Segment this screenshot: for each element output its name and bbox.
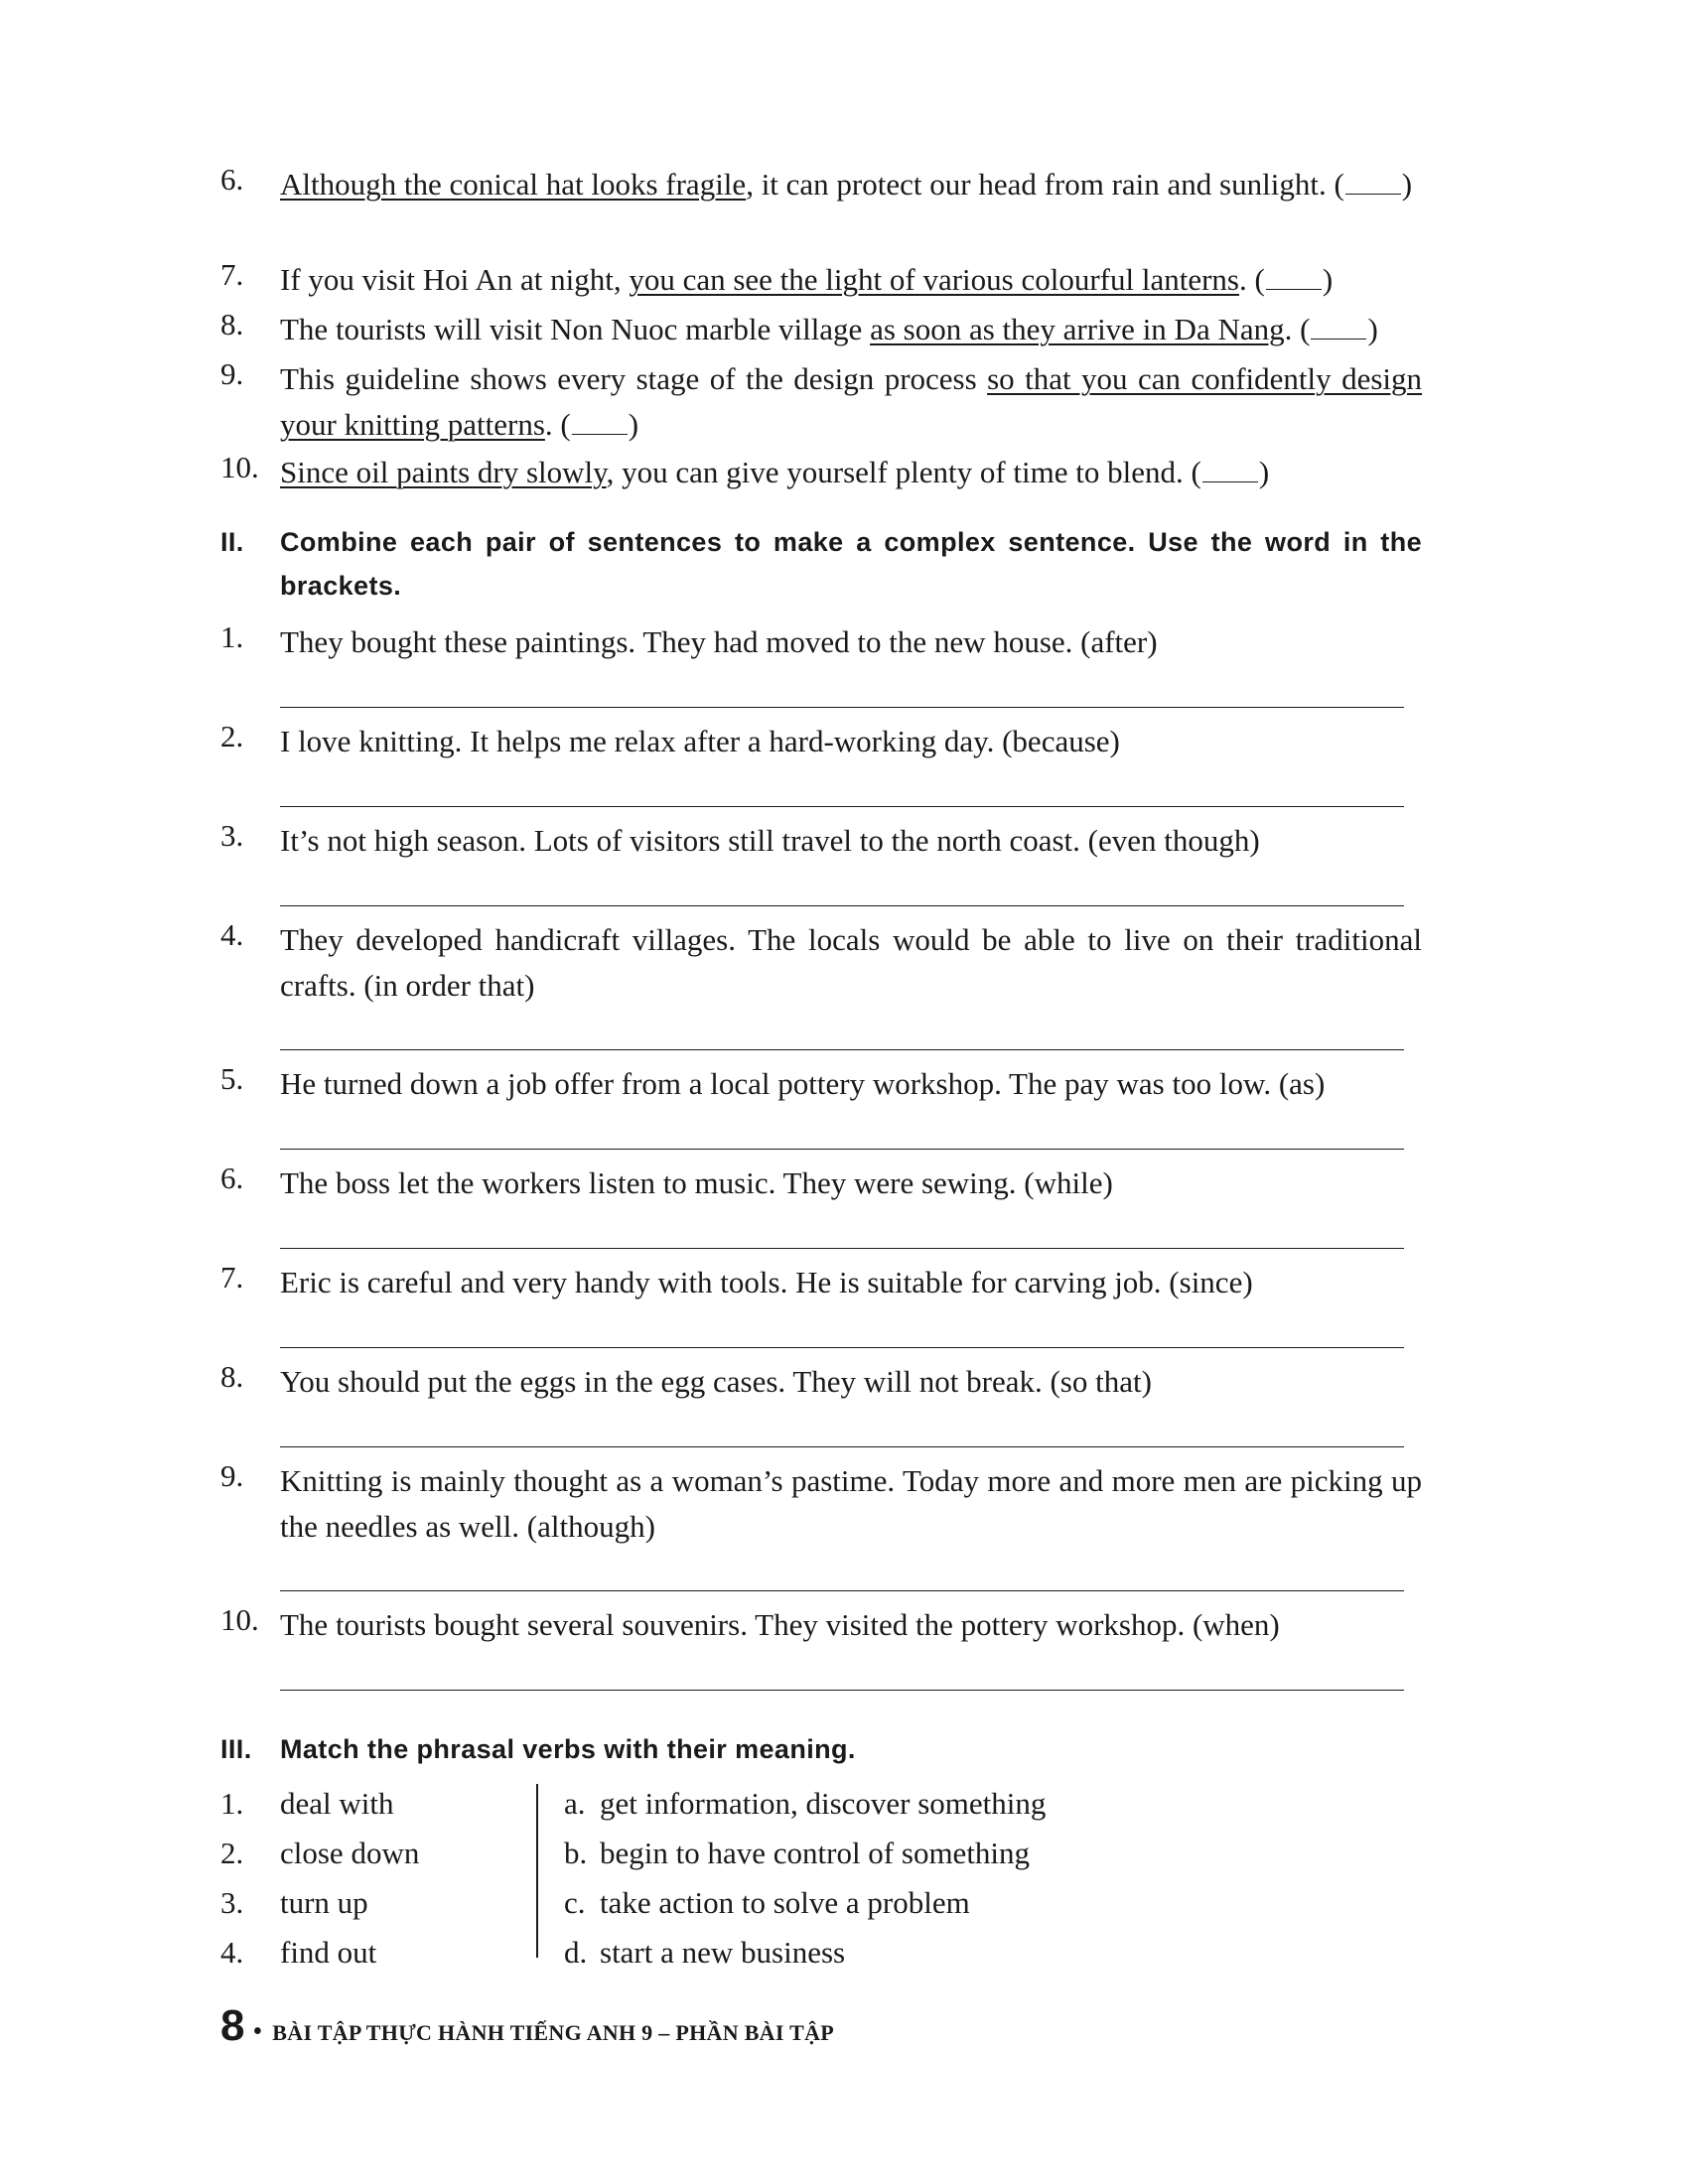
item-text: You should put the eggs in the egg cases. They will not break. (so that) xyxy=(280,1364,1152,1399)
s2-item-2 xyxy=(220,719,1422,764)
match-verb-row xyxy=(220,1781,419,1831)
meaning-letter: b. xyxy=(564,1836,588,1870)
text-run: The tourists will visit Non Nuoc marble village xyxy=(280,312,871,346)
text-run: . ( xyxy=(544,407,571,442)
answer-line[interactable] xyxy=(280,1446,1404,1447)
item-number: 8. xyxy=(220,1359,244,1394)
s2-item-7 xyxy=(220,1260,1422,1305)
section-instruction: Combine each pair of sentences to make a complex sentence. Use the word in the brackets. xyxy=(280,527,1422,601)
text-run: ) xyxy=(1367,312,1378,346)
verb-text: find out xyxy=(280,1935,377,1970)
phrasal-verbs-column xyxy=(220,1781,419,1979)
answer-blank[interactable] xyxy=(1202,458,1258,482)
s1-item-6 xyxy=(220,162,1422,253)
s1-item-10 xyxy=(220,450,1422,495)
verb-number: 2. xyxy=(220,1836,244,1870)
underlined-clause: you can see the light of various colourful lanterns xyxy=(629,262,1239,297)
s2-item-6 xyxy=(220,1160,1422,1206)
meaning-text: get information, discover something xyxy=(600,1786,1047,1821)
match-meaning-row xyxy=(564,1930,1046,1979)
section-2-heading xyxy=(220,520,1422,608)
answer-line[interactable] xyxy=(280,707,1404,708)
page-footer xyxy=(220,2001,834,2051)
underlined-clause: Since oil paints dry slowly xyxy=(280,455,607,489)
item-number: 8. xyxy=(220,307,244,341)
answer-blank[interactable] xyxy=(1311,315,1366,340)
text-run: ) xyxy=(1401,167,1413,202)
verb-text: turn up xyxy=(280,1885,368,1920)
section-number: II. xyxy=(220,527,244,557)
item-text xyxy=(280,356,1422,448)
item-number: 7. xyxy=(220,257,244,292)
footer-bullet: • xyxy=(252,2016,263,2047)
text-run: If you visit Hoi An at night, xyxy=(280,262,630,297)
item-text: It’s not high season. Lots of visitors still travel to the north coast. (even though) xyxy=(280,823,1260,858)
meaning-text: take action to solve a problem xyxy=(600,1885,970,1920)
answer-blank[interactable] xyxy=(1266,265,1322,290)
text-run: . ( xyxy=(1239,262,1265,297)
item-number: 9. xyxy=(220,356,244,391)
item-text: They developed handicraft villages. The locals would be able to live on their traditional crafts. (in order that) xyxy=(280,922,1422,1003)
book-title: BÀI TẬP THỰC HÀNH TIẾNG ANH 9 – PHẦN BÀI TẬP xyxy=(272,2020,835,2045)
section-3-heading xyxy=(220,1727,1422,1771)
meaning-letter: a. xyxy=(564,1786,586,1821)
text-run: ) xyxy=(628,407,639,442)
underlined-clause: as soon as they arrive in Da Nang xyxy=(870,312,1285,346)
text-run: This guideline shows every stage of the design process xyxy=(280,361,988,396)
match-meaning-row xyxy=(564,1880,1046,1930)
s2-item-10 xyxy=(220,1602,1422,1648)
s2-item-9 xyxy=(220,1458,1422,1550)
meaning-letter: c. xyxy=(564,1885,586,1920)
s2-item-1 xyxy=(220,619,1422,665)
item-text: They bought these paintings. They had moved to the new house. (after) xyxy=(280,624,1158,659)
answer-line[interactable] xyxy=(280,1590,1404,1591)
match-meaning-row xyxy=(564,1781,1046,1831)
s1-item-9 xyxy=(220,356,1422,448)
page-number: 8 xyxy=(220,2001,245,2050)
meaning-text: start a new business xyxy=(600,1935,846,1970)
item-text: Eric is careful and very handy with tools. He is suitable for carving job. (since) xyxy=(280,1265,1253,1299)
meaning-letter: d. xyxy=(564,1935,588,1970)
verb-number: 3. xyxy=(220,1885,244,1920)
item-text: The tourists bought several souvenirs. They visited the pottery workshop. (when) xyxy=(280,1607,1280,1642)
verb-text: close down xyxy=(280,1836,420,1870)
answer-line[interactable] xyxy=(280,1049,1404,1050)
item-text: He turned down a job offer from a local pottery workshop. The pay was too low. (as) xyxy=(280,1066,1326,1101)
item-number: 2. xyxy=(220,719,244,753)
s1-item-8 xyxy=(220,307,1422,352)
answer-line[interactable] xyxy=(280,806,1404,807)
s2-item-4 xyxy=(220,917,1422,1009)
item-number: 5. xyxy=(220,1061,244,1096)
s2-item-8 xyxy=(220,1359,1422,1405)
item-text: The boss let the workers listen to music. They were sewing. (while) xyxy=(280,1165,1113,1200)
item-number: 6. xyxy=(220,1160,244,1195)
item-number: 7. xyxy=(220,1260,244,1295)
answer-line[interactable] xyxy=(280,1690,1404,1691)
item-text xyxy=(280,450,1422,495)
item-text xyxy=(280,162,1422,207)
meaning-text: begin to have control of something xyxy=(600,1836,1031,1870)
underlined-clause: so that you can confidently design your knitting patterns xyxy=(280,361,1423,442)
item-number: 6. xyxy=(220,162,244,197)
item-number: 9. xyxy=(220,1458,244,1493)
answer-blank[interactable] xyxy=(572,410,628,435)
answer-line[interactable] xyxy=(280,1347,1404,1348)
answer-line[interactable] xyxy=(280,905,1404,906)
text-run: ) xyxy=(1322,262,1334,297)
item-number: 3. xyxy=(220,818,244,853)
match-verb-row xyxy=(220,1930,419,1979)
answer-line[interactable] xyxy=(280,1248,1404,1249)
verb-number: 4. xyxy=(220,1935,244,1970)
item-text xyxy=(280,257,1422,303)
section-number: III. xyxy=(220,1734,252,1764)
s2-item-5 xyxy=(220,1061,1422,1107)
match-verb-row xyxy=(220,1880,419,1930)
item-text: I love knitting. It helps me relax after a hard-working day. (because) xyxy=(280,724,1120,758)
item-number: 1. xyxy=(220,619,244,654)
underlined-clause: Although the conical hat looks fragile xyxy=(280,167,747,202)
text-run: , it can protect our head from rain and sunlight. ( xyxy=(746,167,1344,202)
item-number: 10. xyxy=(220,450,259,484)
match-meaning-row xyxy=(564,1831,1046,1880)
text-run: . ( xyxy=(1284,312,1311,346)
verb-number: 1. xyxy=(220,1786,244,1821)
verb-text: deal with xyxy=(280,1786,394,1821)
answer-line[interactable] xyxy=(280,1149,1404,1150)
item-text: Knitting is mainly thought as a woman’s pastime. Today more and more men are picking up the needles as well. (although) xyxy=(280,1463,1422,1544)
s1-item-7 xyxy=(220,257,1422,303)
answer-blank[interactable] xyxy=(1345,170,1401,195)
text-run: ) xyxy=(1258,455,1270,489)
item-text xyxy=(280,307,1422,352)
s2-item-3 xyxy=(220,818,1422,864)
meanings-column xyxy=(564,1781,1046,1979)
text-run: , you can give yourself plenty of time to blend. ( xyxy=(606,455,1201,489)
item-number: 4. xyxy=(220,917,244,952)
item-number: 10. xyxy=(220,1602,259,1637)
section-instruction: Match the phrasal verbs with their meaning. xyxy=(280,1734,856,1764)
match-verb-row xyxy=(220,1831,419,1880)
column-divider xyxy=(536,1784,538,1958)
